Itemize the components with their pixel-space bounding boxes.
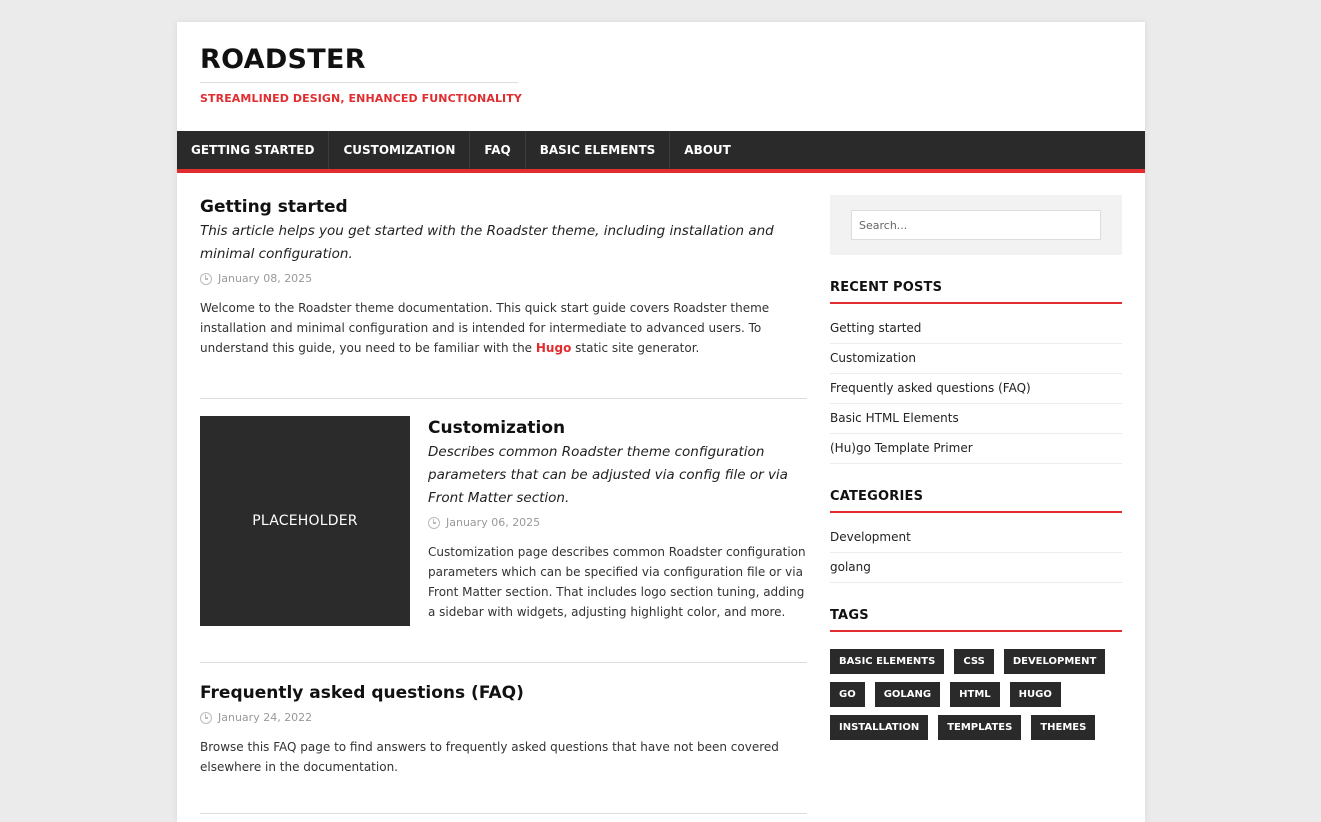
site-subtitle: STREAMLINED DESIGN, ENHANCED FUNCTIONALITY bbox=[200, 92, 522, 105]
clock-icon bbox=[200, 273, 212, 285]
post-date bbox=[428, 515, 808, 531]
tag-link[interactable]: GOLANG bbox=[875, 682, 940, 707]
site-title[interactable]: ROADSTER bbox=[200, 44, 366, 75]
tag-link[interactable]: GO bbox=[830, 682, 865, 707]
recent-posts-list bbox=[830, 314, 1122, 464]
post-excerpt-text-end: static site generator. bbox=[571, 341, 700, 355]
post-thumbnail[interactable] bbox=[200, 416, 410, 626]
clock-icon bbox=[200, 712, 212, 724]
category-link[interactable]: Development bbox=[830, 523, 1122, 553]
post-summary: Describes common Roadster theme configuration parameters that can be adjusted via config file or via Front Matter section. bbox=[428, 444, 788, 506]
post-divider bbox=[200, 398, 807, 399]
post-date-text: January 24, 2022 bbox=[218, 711, 313, 724]
post-date-text: January 08, 2025 bbox=[218, 272, 313, 285]
tag-link[interactable]: CSS bbox=[954, 649, 993, 674]
search-input[interactable] bbox=[851, 210, 1101, 240]
tag-link[interactable]: HTML bbox=[950, 682, 1000, 707]
recent-posts-widget bbox=[830, 279, 1122, 464]
post-title[interactable]: Frequently asked questions (FAQ) bbox=[200, 683, 524, 703]
hugo-link[interactable]: Hugo bbox=[535, 341, 572, 355]
post-excerpt: Browse this FAQ page to find answers to frequently asked questions that have not been covered elsewhere in the documentation. bbox=[200, 740, 779, 774]
post-excerpt: Customization page describes common Roadster configuration parameters which can be specified via configuration file or via Front Matter section. That includes logo section tuning, adding a sidebar with widgets, adjusting highlight color, and more. bbox=[428, 545, 806, 619]
sidebar bbox=[830, 195, 1122, 740]
post-faq bbox=[200, 681, 807, 777]
post-content bbox=[428, 416, 808, 622]
categories-widget bbox=[830, 488, 1122, 583]
main-menu bbox=[177, 131, 1145, 173]
category-link[interactable]: golang bbox=[830, 553, 1122, 583]
recent-post-link[interactable]: Basic HTML Elements bbox=[830, 404, 1122, 434]
post-excerpt-text: Welcome to the Roadster theme documentation. This quick start guide covers Roadster theme installation and minimal configuration and is intended for intermediate to advanced users. To understand this guide, you need to be familiar with the bbox=[200, 301, 770, 355]
recent-post-link[interactable]: Customization bbox=[830, 344, 1122, 374]
search-widget bbox=[830, 195, 1122, 255]
recent-post-link[interactable]: Getting started bbox=[830, 314, 1122, 344]
widget-title: TAGS bbox=[830, 607, 1122, 632]
post-getting-started bbox=[200, 195, 807, 358]
placeholder-label: PLACEHOLDER bbox=[252, 513, 358, 529]
tag-link[interactable]: THEMES bbox=[1031, 715, 1095, 740]
tag-link[interactable]: INSTALLATION bbox=[830, 715, 928, 740]
post-date bbox=[200, 710, 807, 726]
recent-post-link[interactable]: Frequently asked questions (FAQ) bbox=[830, 374, 1122, 404]
recent-post-link[interactable]: (Hu)go Template Primer bbox=[830, 434, 1122, 464]
menu-item-customization[interactable]: CUSTOMIZATION bbox=[329, 131, 470, 169]
menu-item-basic-elements[interactable]: BASIC ELEMENTS bbox=[526, 131, 671, 169]
widget-title: RECENT POSTS bbox=[830, 279, 1122, 304]
site-header bbox=[200, 44, 522, 105]
post-divider bbox=[200, 813, 807, 814]
menu-item-about[interactable]: ABOUT bbox=[684, 143, 731, 157]
tag-cloud bbox=[830, 649, 1122, 740]
menu-item-getting-started[interactable]: GETTING STARTED bbox=[177, 131, 329, 169]
tag-link[interactable]: TEMPLATES bbox=[938, 715, 1021, 740]
post-title[interactable]: Getting started bbox=[200, 197, 348, 217]
post-date bbox=[200, 271, 807, 287]
post-excerpt bbox=[200, 298, 807, 358]
categories-list bbox=[830, 523, 1122, 583]
post-title[interactable]: Customization bbox=[428, 418, 566, 438]
post-summary: This article helps you get started with the Roadster theme, including installation and minimal configuration. bbox=[200, 223, 774, 262]
tag-link[interactable]: BASIC ELEMENTS bbox=[830, 649, 944, 674]
menu-item-faq[interactable]: FAQ bbox=[470, 131, 525, 169]
clock-icon bbox=[428, 517, 440, 529]
post-date-text: January 06, 2025 bbox=[446, 516, 541, 529]
post-divider bbox=[200, 662, 807, 663]
widget-title: CATEGORIES bbox=[830, 488, 1122, 513]
logo-divider bbox=[200, 82, 518, 83]
tag-link[interactable]: DEVELOPMENT bbox=[1004, 649, 1106, 674]
tags-widget bbox=[830, 607, 1122, 740]
tag-link[interactable]: HUGO bbox=[1010, 682, 1061, 707]
page-container bbox=[177, 22, 1145, 822]
